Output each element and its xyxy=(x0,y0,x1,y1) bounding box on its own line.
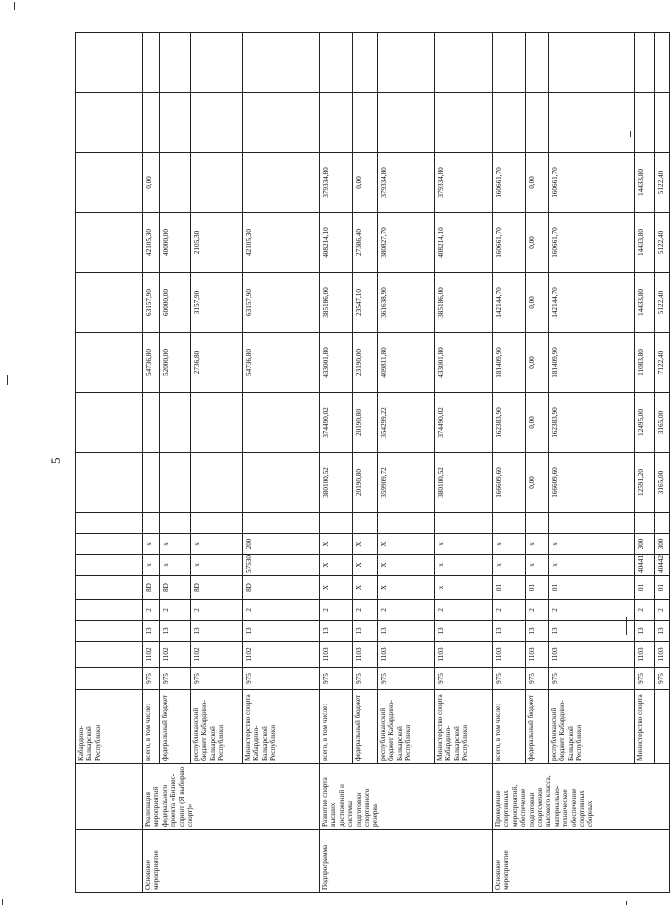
amount-cell: 0,00 xyxy=(142,153,159,213)
code-cell: 975 xyxy=(492,668,525,690)
page-number: 5 xyxy=(48,457,63,464)
amount-cell: 0,00 xyxy=(525,333,548,393)
blank-cell xyxy=(75,93,142,153)
code-cell: x xyxy=(434,555,492,576)
amount-cell xyxy=(75,453,142,513)
executor-cell xyxy=(654,690,669,764)
amount-cell: 0,00 xyxy=(525,393,548,453)
blank-cell xyxy=(634,33,654,93)
budget-table xyxy=(75,48,665,893)
amount-cell: 63157,90 xyxy=(142,273,159,333)
code-cell: X xyxy=(377,555,434,576)
amount-cell: 160661,70 xyxy=(548,213,634,273)
code-cell: 300 xyxy=(654,534,669,555)
code-cell: 975 xyxy=(548,668,634,690)
code-cell xyxy=(654,513,669,534)
blank-cell xyxy=(634,93,654,153)
code-cell xyxy=(492,513,525,534)
code-cell: 1102 xyxy=(190,642,242,668)
code-cell: X xyxy=(319,555,352,576)
amount-cell: 54736,80 xyxy=(242,333,319,393)
executor-cell: всего, в том числе: xyxy=(142,690,159,764)
blank-cell xyxy=(319,33,352,93)
blank-cell xyxy=(142,33,159,93)
code-cell: 13 xyxy=(352,621,377,642)
amount-cell: 0,00 xyxy=(525,153,548,213)
code-cell: 13 xyxy=(634,621,654,642)
amount-cell: 0,00 xyxy=(525,273,548,333)
scan-mark xyxy=(7,375,8,385)
amount-cell: 7122,40 xyxy=(654,333,669,393)
amount-cell: 433001,80 xyxy=(434,333,492,393)
blank-cell xyxy=(654,33,669,93)
row-title-cell: Проведение спортивных мероприятий, обеспечение подготовки спортсменов высокого класса, материально-техническое обеспечение спортивных сборных xyxy=(492,764,669,830)
code-cell: 200 xyxy=(242,534,319,555)
executor-cell: республиканский бюджет Кабардино-Балкарской Республики xyxy=(548,690,634,764)
row-type-cell: Основное мероприятие xyxy=(492,830,669,893)
amount-cell: 20190,80 xyxy=(352,393,377,453)
amount-cell xyxy=(75,213,142,273)
amount-cell: 27386,40 xyxy=(352,213,377,273)
amount-cell: 359909,72 xyxy=(377,453,434,513)
code-cell: X xyxy=(352,576,377,600)
code-cell: 13 xyxy=(159,621,190,642)
code-cell: 2 xyxy=(654,600,669,621)
code-cell: 01 xyxy=(634,576,654,600)
amount-cell: 374490,02 xyxy=(434,393,492,453)
executor-cell: Кабардино-Балкарской Республики xyxy=(75,690,142,764)
amount-cell: 2736,80 xyxy=(190,333,242,393)
code-cell: 1103 xyxy=(548,642,634,668)
scan-mark xyxy=(2,899,3,905)
amount-cell xyxy=(75,273,142,333)
amount-cell: 181409,90 xyxy=(548,333,634,393)
code-cell: X xyxy=(377,576,434,600)
amount-cell: 142144,70 xyxy=(548,273,634,333)
amount-cell: 408214,10 xyxy=(319,213,352,273)
amount-cell xyxy=(190,153,242,213)
code-cell: 8D xyxy=(159,576,190,600)
code-cell: 01 xyxy=(492,576,525,600)
row-type-cell: Подпрограмма xyxy=(319,830,492,893)
amount-cell xyxy=(142,393,159,453)
code-cell: X xyxy=(352,534,377,555)
blank-cell xyxy=(548,93,634,153)
code-cell: x xyxy=(190,555,242,576)
code-cell: 975 xyxy=(352,668,377,690)
code-cell: 13 xyxy=(319,621,352,642)
amount-cell: 166609,60 xyxy=(492,453,525,513)
code-cell: 2 xyxy=(434,600,492,621)
amount-cell: 142144,70 xyxy=(492,273,525,333)
blank-cell xyxy=(242,33,319,93)
amount-cell: 166609,60 xyxy=(548,453,634,513)
amount-cell: 14433,80 xyxy=(634,273,654,333)
code-cell: 40441 xyxy=(634,555,654,576)
code-cell: 2 xyxy=(352,600,377,621)
code-cell xyxy=(352,513,377,534)
code-cell: 40442 xyxy=(654,555,669,576)
amount-cell: 12495,00 xyxy=(634,393,654,453)
blank-cell xyxy=(159,93,190,153)
code-cell: 975 xyxy=(190,668,242,690)
code-cell: 975 xyxy=(525,668,548,690)
code-cell: 13 xyxy=(434,621,492,642)
amount-cell xyxy=(159,153,190,213)
code-cell: 2 xyxy=(492,600,525,621)
code-cell xyxy=(159,513,190,534)
blank-cell xyxy=(75,33,142,93)
code-cell xyxy=(75,555,142,576)
amount-cell: 385186,00 xyxy=(319,273,352,333)
amount-cell: 5122,40 xyxy=(654,273,669,333)
code-cell: x xyxy=(492,534,525,555)
code-cell: X xyxy=(352,555,377,576)
row-title-cell: Развитие спорта высших достижений и системы подготовки спортивного резерва xyxy=(319,764,492,830)
code-cell: 1102 xyxy=(142,642,159,668)
code-cell: 2 xyxy=(525,600,548,621)
code-cell: X xyxy=(319,576,352,600)
code-cell: 8D xyxy=(142,576,159,600)
blank-cell xyxy=(654,93,669,153)
amount-cell: 23190,00 xyxy=(352,333,377,393)
code-cell xyxy=(75,621,142,642)
blank-cell xyxy=(377,93,434,153)
amount-cell xyxy=(75,153,142,213)
code-cell: x xyxy=(190,534,242,555)
code-cell: 975 xyxy=(654,668,669,690)
code-cell: 1103 xyxy=(634,642,654,668)
amount-cell: 380100,52 xyxy=(434,453,492,513)
amount-cell: 0,00 xyxy=(525,453,548,513)
amount-cell: 23547,10 xyxy=(352,273,377,333)
code-cell: 975 xyxy=(377,668,434,690)
blank-cell xyxy=(434,93,492,153)
blank-cell xyxy=(190,93,242,153)
code-cell xyxy=(377,513,434,534)
code-cell: 975 xyxy=(142,668,159,690)
code-cell xyxy=(75,534,142,555)
code-cell xyxy=(75,576,142,600)
amount-cell: 181409,90 xyxy=(492,333,525,393)
amount-cell: 12591,20 xyxy=(634,453,654,513)
amount-cell xyxy=(242,393,319,453)
amount-cell: 42105,30 xyxy=(142,213,159,273)
amount-cell: 379334,80 xyxy=(434,153,492,213)
code-cell: 2 xyxy=(319,600,352,621)
code-cell: 975 xyxy=(634,668,654,690)
amount-cell: 409811,80 xyxy=(377,333,434,393)
amount-cell: 20190,80 xyxy=(352,453,377,513)
code-cell: 13 xyxy=(190,621,242,642)
executor-cell: всего, в том числе: xyxy=(319,690,352,764)
amount-cell: 0,00 xyxy=(525,213,548,273)
code-cell: X xyxy=(377,534,434,555)
code-cell: 1103 xyxy=(525,642,548,668)
amount-cell: 54736,80 xyxy=(142,333,159,393)
code-cell: 8D xyxy=(242,576,319,600)
code-cell: 2 xyxy=(242,600,319,621)
code-cell: x xyxy=(434,576,492,600)
code-cell xyxy=(634,513,654,534)
code-cell: x xyxy=(434,534,492,555)
code-cell: 1103 xyxy=(434,642,492,668)
code-cell: 57530 xyxy=(242,555,319,576)
code-cell: 1102 xyxy=(242,642,319,668)
code-cell: x xyxy=(142,555,159,576)
amount-cell xyxy=(75,333,142,393)
blank-cell xyxy=(242,93,319,153)
code-cell xyxy=(319,513,352,534)
blank-cell xyxy=(352,93,377,153)
code-cell xyxy=(190,513,242,534)
row-type-cell: Основное мероприятие xyxy=(142,830,319,893)
code-cell: 13 xyxy=(492,621,525,642)
amount-cell: 63157,90 xyxy=(242,273,319,333)
code-cell: 975 xyxy=(319,668,352,690)
amount-cell xyxy=(242,453,319,513)
blank-cell xyxy=(525,33,548,93)
code-cell: 975 xyxy=(159,668,190,690)
code-cell: 13 xyxy=(377,621,434,642)
blank-cell xyxy=(492,33,525,93)
amount-cell: 379334,80 xyxy=(319,153,352,213)
amount-cell: 380100,52 xyxy=(319,453,352,513)
executor-cell: Министерство спорта Кабардино-Балкарской Республики xyxy=(434,690,492,764)
executor-cell: Министерство спорта xyxy=(634,690,654,764)
code-cell: x xyxy=(525,555,548,576)
amount-cell: 160661,70 xyxy=(492,153,525,213)
amount-cell xyxy=(190,453,242,513)
blank-cell xyxy=(352,33,377,93)
amount-cell: 2105,30 xyxy=(190,213,242,273)
code-cell xyxy=(242,513,319,534)
code-cell: 13 xyxy=(525,621,548,642)
amount-cell: 14433,80 xyxy=(634,153,654,213)
blank-cell xyxy=(434,33,492,93)
amount-cell: 42105,30 xyxy=(242,213,319,273)
code-cell: 300 xyxy=(634,534,654,555)
code-cell: x xyxy=(159,534,190,555)
code-cell: x xyxy=(525,534,548,555)
amount-cell: 11083,80 xyxy=(634,333,654,393)
amount-cell: 361638,90 xyxy=(377,273,434,333)
amount-cell xyxy=(75,393,142,453)
executor-cell: федеральный бюджет xyxy=(159,690,190,764)
row-type-cell xyxy=(75,830,142,893)
code-cell: x xyxy=(492,555,525,576)
amount-cell: 380827,70 xyxy=(377,213,434,273)
blank-cell xyxy=(377,33,434,93)
code-cell: 2 xyxy=(159,600,190,621)
amount-cell: 354299,22 xyxy=(377,393,434,453)
executor-cell: федеральный бюджет xyxy=(352,690,377,764)
code-cell: 13 xyxy=(548,621,634,642)
amount-cell: 160661,70 xyxy=(548,153,634,213)
amount-cell: 0,00 xyxy=(352,153,377,213)
amount-cell xyxy=(159,393,190,453)
blank-cell xyxy=(159,33,190,93)
code-cell: 2 xyxy=(634,600,654,621)
code-cell xyxy=(434,513,492,534)
code-cell xyxy=(75,513,142,534)
scan-mark xyxy=(626,901,627,905)
scan-mark xyxy=(630,131,631,137)
code-cell: 1103 xyxy=(352,642,377,668)
blank-cell xyxy=(142,93,159,153)
executor-cell: федеральный бюджет xyxy=(525,690,548,764)
code-cell: 1103 xyxy=(654,642,669,668)
code-cell xyxy=(75,642,142,668)
row-title-cell xyxy=(75,764,142,830)
scan-mark xyxy=(626,617,627,635)
code-cell: X xyxy=(319,534,352,555)
blank-cell xyxy=(319,93,352,153)
code-cell: 975 xyxy=(434,668,492,690)
amount-cell: 5122,40 xyxy=(654,213,669,273)
code-cell: 1103 xyxy=(492,642,525,668)
blank-cell xyxy=(548,33,634,93)
amount-cell xyxy=(159,453,190,513)
executor-cell: республиканский бюджет Кабардино-Балкарской Республики xyxy=(190,690,242,764)
code-cell: 1102 xyxy=(159,642,190,668)
amount-cell: 379334,80 xyxy=(377,153,434,213)
code-cell: 2 xyxy=(548,600,634,621)
code-cell xyxy=(525,513,548,534)
blank-cell xyxy=(190,33,242,93)
code-cell: 1103 xyxy=(319,642,352,668)
amount-cell xyxy=(242,153,319,213)
amount-cell: 40000,00 xyxy=(159,213,190,273)
code-cell: 13 xyxy=(142,621,159,642)
code-cell xyxy=(75,668,142,690)
amount-cell: 160661,70 xyxy=(492,213,525,273)
code-cell xyxy=(75,600,142,621)
code-cell: x xyxy=(548,555,634,576)
amount-cell: 162383,90 xyxy=(548,393,634,453)
code-cell: 13 xyxy=(242,621,319,642)
amount-cell: 52000,00 xyxy=(159,333,190,393)
executor-cell: Министерство спорта Кабардино-Балкарской Республики xyxy=(242,690,319,764)
code-cell: 975 xyxy=(242,668,319,690)
amount-cell: 60000,00 xyxy=(159,273,190,333)
blank-cell xyxy=(492,93,525,153)
executor-cell: всего, в том числе: xyxy=(492,690,525,764)
amount-cell: 162383,90 xyxy=(492,393,525,453)
amount-cell: 5122,40 xyxy=(654,153,669,213)
code-cell: x xyxy=(548,534,634,555)
amount-cell xyxy=(190,393,242,453)
code-cell: 2 xyxy=(190,600,242,621)
code-cell xyxy=(142,513,159,534)
amount-cell: 3157,90 xyxy=(190,273,242,333)
amount-cell: 385186,00 xyxy=(434,273,492,333)
amount-cell: 408214,10 xyxy=(434,213,492,273)
code-cell: x xyxy=(142,534,159,555)
executor-cell: республиканский бюджет Кабардино-Балкарской Республики xyxy=(377,690,434,764)
code-cell: 2 xyxy=(142,600,159,621)
code-cell: 8D xyxy=(190,576,242,600)
code-cell: 01 xyxy=(548,576,634,600)
code-cell: 01 xyxy=(654,576,669,600)
scan-mark xyxy=(14,2,15,10)
amount-cell xyxy=(142,453,159,513)
amount-cell: 374490,02 xyxy=(319,393,352,453)
code-cell: 2 xyxy=(377,600,434,621)
code-cell: 1103 xyxy=(377,642,434,668)
row-title-cell: Реализация мероприятий федерального проекта «Бизнес-спринт (Я выбираю спорт)» xyxy=(142,764,319,830)
code-cell: 01 xyxy=(525,576,548,600)
amount-cell: 14433,80 xyxy=(634,213,654,273)
code-cell: 13 xyxy=(654,621,669,642)
code-cell: x xyxy=(159,555,190,576)
blank-cell xyxy=(525,93,548,153)
code-cell xyxy=(548,513,634,534)
amount-cell: 3165,00 xyxy=(654,453,669,513)
amount-cell: 3165,00 xyxy=(654,393,669,453)
amount-cell: 433001,80 xyxy=(319,333,352,393)
